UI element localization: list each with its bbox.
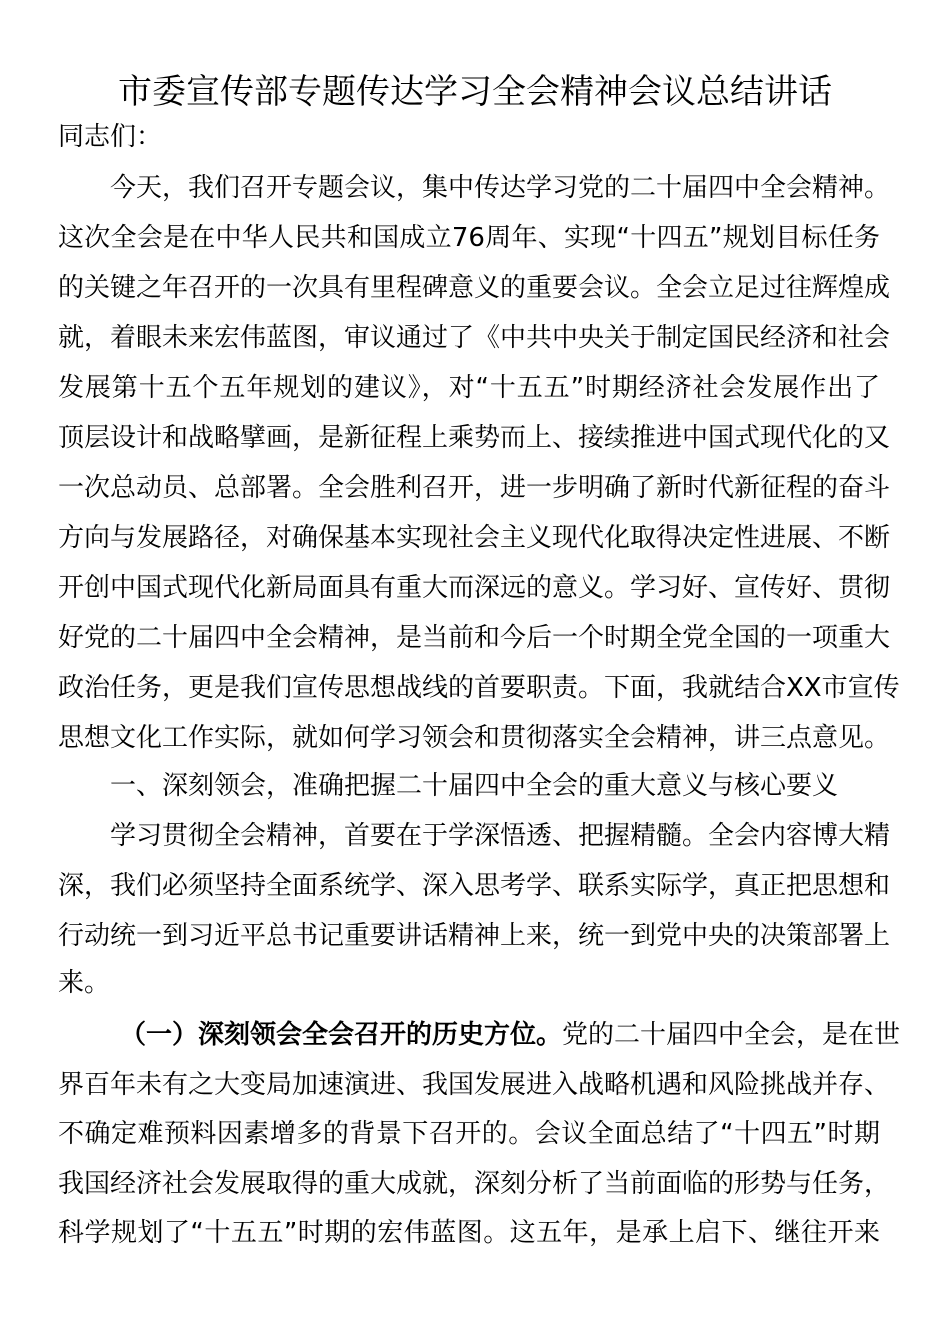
paragraph-line: 思想文化工作实际，就如何学习领会和贯彻落实全会精神，讲三点意见。	[58, 723, 891, 753]
paragraph-line: 学习贯彻全会精神，首要在于学深悟透、把握精髓。全会内容博大精	[110, 821, 891, 851]
salutation: 同志们：	[58, 122, 163, 152]
paragraph-line: 行动统一到习近平总书记重要讲话精神上来，统一到党中央的决策部署上	[58, 921, 891, 951]
paragraph-line: 不确定难预料因素增多的背景下召开的。会议全面总结了“十四五”时期	[58, 1119, 880, 1149]
paragraph-line: 发展第十五个五年规划的建议》，对“十五五”时期经济社会发展作出了	[58, 373, 880, 403]
document-title: 市委宣传部专题传达学习全会精神会议总结讲话	[118, 72, 832, 112]
paragraph-line: 深，我们必须坚持全面系统学、深入思考学、联系实际学，真正把思想和	[58, 871, 891, 901]
section-heading: 一、深刻领会，准确把握二十届四中全会的重大意义与核心要义	[110, 771, 839, 801]
paragraph-line: 这次全会是在中华人民共和国成立76周年、实现“十四五”规划目标任务	[58, 223, 880, 253]
paragraph-line: 好党的二十届四中全会精神，是当前和今后一个时期全党全国的一项重大	[58, 623, 891, 653]
paragraph-line: 方向与发展路径，对确保基本实现社会主义现代化取得决定性进展、不断	[58, 523, 891, 553]
paragraph-line: 一次总动员、总部署。全会胜利召开，进一步明确了新时代新征程的奋斗	[58, 473, 891, 503]
subsection-line	[120, 1018, 901, 1052]
paragraph-line: 来。	[58, 968, 111, 998]
paragraph-line: 顶层设计和战略擘画，是新征程上乘势而上、接续推进中国式现代化的又	[58, 423, 891, 453]
paragraph-text: 党的二十届四中全会，是在世	[562, 1020, 901, 1050]
paragraph-line: 今天，我们召开专题会议，集中传达学习党的二十届四中全会精神。	[110, 173, 891, 203]
paragraph-line: 的关键之年召开的一次具有里程碑意义的重要会议。全会立足过往辉煌成	[58, 273, 891, 303]
paragraph-line: 就，着眼未来宏伟蓝图，审议通过了《中共中央关于制定国民经济和社会	[58, 323, 891, 353]
paragraph-line: 开创中国式现代化新局面具有重大而深远的意义。学习好、宣传好、贯彻	[58, 573, 891, 603]
subsection-heading: （一）深刻领会全会召开的历史方位。	[120, 1020, 563, 1050]
paragraph-line: 政治任务，更是我们宣传思想战线的首要职责。下面，我就结合XX市宣传	[58, 673, 900, 703]
paragraph-line: 界百年未有之大变局加速演进、我国发展进入战略机遇和风险挑战并存、	[58, 1070, 891, 1100]
paragraph-line: 我国经济社会发展取得的重大成就，深刻分析了当前面临的形势与任务，	[58, 1169, 891, 1199]
paragraph-line: 科学规划了“十五五”时期的宏伟蓝图。这五年，是承上启下、继往开来	[58, 1218, 880, 1248]
